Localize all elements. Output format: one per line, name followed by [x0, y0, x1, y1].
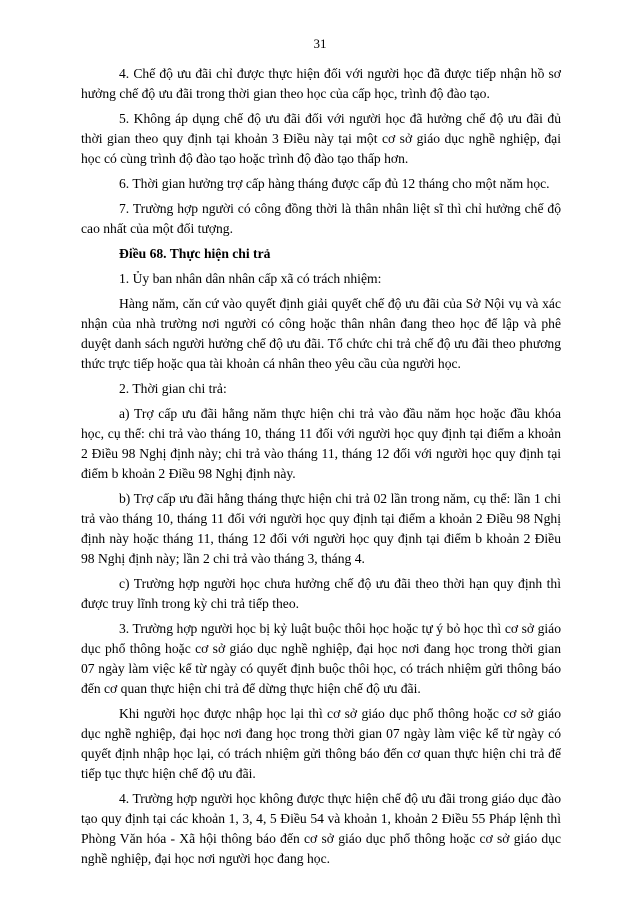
page-number: 31	[313, 36, 327, 51]
article-68-clause-2-point-c: c) Trường hợp người học chưa hưởng chế độ ưu đãi theo thời hạn quy định thì được truy lĩnh trong kỳ chi trả tiếp theo.	[81, 576, 561, 611]
article-68-clause-2: 2. Thời gian chi trả:	[119, 381, 227, 396]
clause-5-paragraph: 5. Không áp dụng chế độ ưu đãi đối với người học đã hưởng chế độ ưu đãi đủ thời gian theo quy định tại khoản 3 Điều này tại một cơ sở giáo dục nghề nghiệp, đại học có cùng trình độ đào tạo hoặc trình độ đào tạo thấp hơn.	[81, 111, 561, 166]
article-68-clause-2-point-b: b) Trợ cấp ưu đãi hằng tháng thực hiện chi trả 02 lần trong năm, cụ thể: lần 1 chi trả vào tháng 10, tháng 11 đối với người học quy định tại điểm a khoản 2 Điều 98 Nghị định này hoặc tháng 11, tháng 12 đối với người học quy định tại điểm b khoản 2 Điều 98 Nghị định này; lần 2 chi trả vào tháng 3, tháng 4.	[81, 491, 561, 566]
article-68-clause-4: 4. Trường hợp người học không được thực hiện chế độ ưu đãi trong giáo dục đào tạo quy định tại các khoản 1, 3, 4, 5 Điều 54 và khoản 1, khoản 2 Điều 55 Pháp lệnh thì Phòng Văn hóa - Xã hội thông báo đến cơ sở giáo dục phổ thông hoặc cơ sở giáo dục nghề nghiệp, đại học nơi người học đang học.	[81, 791, 561, 866]
article-68-clause-2-point-a: a) Trợ cấp ưu đãi hằng năm thực hiện chi trả vào đầu năm học hoặc đầu khóa học, cụ thể: chi trả vào tháng 10, tháng 11 đối với người học quy định tại điểm a khoản 2 Điều 98 Nghị định này; chi trả vào tháng 11, tháng 12 đối với người học quy định tại điểm b khoản 2 Điều 98 Nghị định này.	[81, 406, 561, 481]
article-68-heading: Điều 68. Thực hiện chi trả	[119, 246, 271, 261]
clause-7-paragraph: 7. Trường hợp người có công đồng thời là thân nhân liệt sĩ thì chỉ hưởng chế độ cao nhất của một đối tượng.	[81, 201, 561, 236]
article-68-clause-3-continuation: Khi người học được nhập học lại thì cơ sở giáo dục phổ thông hoặc cơ sở giáo dục nghề nghiệp, đại học nơi đang học trong thời gian 07 ngày làm việc kể từ ngày có quyết định nhập học lại, có trách nhiệm gửi thông báo đến cơ quan thực hiện chi trả để tiếp tục thực hiện chế độ ưu đãi.	[81, 706, 561, 781]
clause-4-paragraph: 4. Chế độ ưu đãi chỉ được thực hiện đối với người học đã được tiếp nhận hồ sơ hưởng chế độ ưu đãi trong thời gian theo học của cấp học, trình độ đào tạo.	[81, 66, 561, 101]
document-body	[81, 64, 561, 874]
article-68-clause-3: 3. Trường hợp người học bị kỷ luật buộc thôi học hoặc tự ý bỏ học thì cơ sở giáo dục phổ thông hoặc cơ sở giáo dục nghề nghiệp, đại học nơi đang học trong thời gian 07 ngày làm việc kể từ ngày có quyết định buộc thôi học, có trách nhiệm gửi thông báo đến cơ quan thực hiện chi trả để dừng thực hiện chế độ ưu đãi.	[81, 621, 561, 696]
clause-6-paragraph: 6. Thời gian hưởng trợ cấp hàng tháng được cấp đủ 12 tháng cho một năm học.	[119, 176, 550, 191]
article-68-clause-1-body: Hàng năm, căn cứ vào quyết định giải quyết chế độ ưu đãi của Sở Nội vụ và xác nhận của nhà trường nơi người có công hoặc thân nhân đang theo học để lập và phê duyệt danh sách người hưởng chế độ ưu đãi. Tổ chức chi trả chế độ ưu đãi theo phương thức trực tiếp hoặc qua tài khoản cá nhân theo yêu cầu của người học.	[81, 296, 561, 371]
article-68-clause-1: 1. Ủy ban nhân dân nhân cấp xã có trách nhiệm:	[119, 271, 382, 286]
